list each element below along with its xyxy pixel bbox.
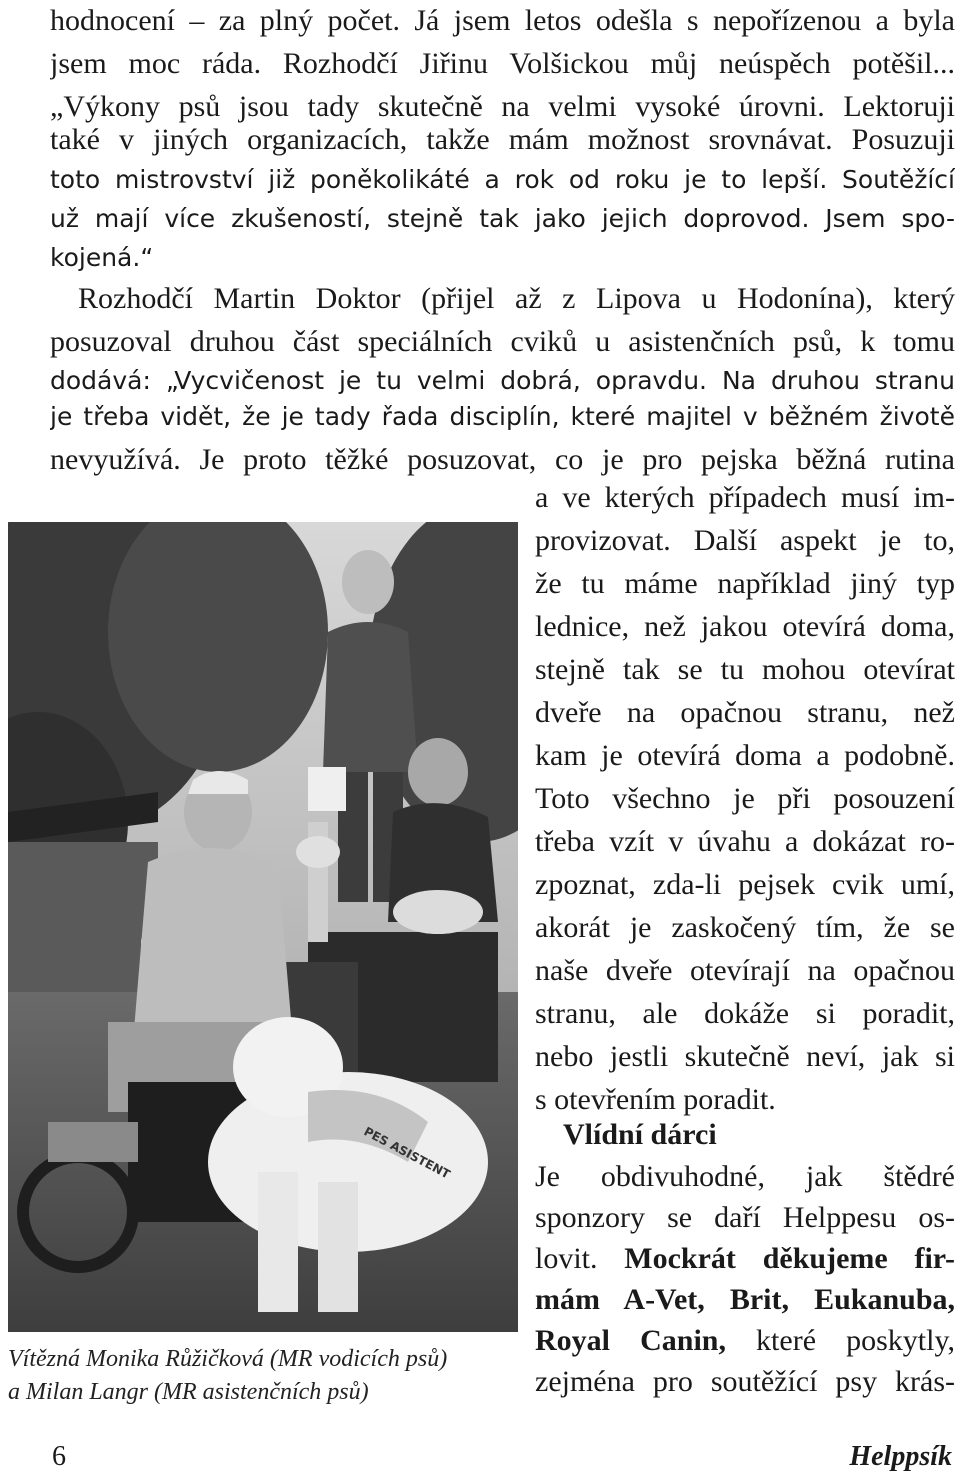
magazine-name: Helppsík — [849, 1441, 952, 1472]
section-text-line — [535, 1239, 955, 1279]
column-text-line: akorát je zaskočený tím, že se — [535, 911, 955, 944]
section-text-plain: které poskytly, — [725, 1324, 955, 1357]
body-text-line: posuzoval druhou část speciálních cviků u asistenčních psů, k tomu — [50, 325, 955, 358]
section-text-line — [535, 1321, 955, 1361]
column-text-line: naše dveře otevírají na opačnou — [535, 954, 955, 987]
page-number: 6 — [52, 1441, 66, 1472]
section-text-bold: mám A-Vet, Brit, Eukanuba, — [535, 1283, 955, 1316]
body-text-line: jsem moc ráda. Rozhodčí Jiřinu Volšickou můj neúspěch potěšil... — [50, 47, 955, 80]
body-text-line: toto mistrovství již poněkolikáté a rok od roku je to lepší. Soutěžící — [50, 165, 955, 194]
section-text-bold: Mockrát děkujeme fir- — [624, 1242, 955, 1275]
section-text-line — [535, 1280, 955, 1320]
photo-caption-line: a Milan Langr (MR asistenčních psů) — [8, 1379, 369, 1405]
photo-caption-line: Vítězná Monika Růžičková (MR vodicích psů) — [8, 1346, 448, 1372]
column-text-line: a ve kterých případech musí im- — [535, 481, 955, 514]
column-text-line: lednice, než jakou otevírá doma, — [535, 610, 955, 643]
column-text-line: nebo jestli skutečně neví, jak si — [535, 1040, 955, 1073]
section-heading: Vlídní dárci — [563, 1118, 717, 1151]
column-text-line: kam je otevírá doma a podobně. — [535, 739, 955, 772]
body-text-line: kojená.“ — [50, 243, 154, 272]
body-text-line: nevyužívá. Je proto těžké posuzovat, co je pro pejska běžná rutina — [50, 443, 955, 476]
vest-label: PES ASISTENT — [361, 1124, 453, 1182]
column-text-line: zpoznat, zda-li pejsek cvik umí, — [535, 868, 955, 901]
column-text-line: že tu máme například jiný typ — [535, 567, 955, 600]
body-text-line: už mají více zkušeností, stejně tak jako jejich doprovod. Jsem spo- — [50, 204, 955, 233]
photo-illustration — [8, 522, 518, 1332]
body-text-line: dodává: „Vycvičenost je tu velmi dobrá, opravdu. Na druhou stranu — [50, 366, 955, 395]
column-text-line: provizovat. Další aspekt je to, — [535, 524, 955, 557]
section-text-line: sponzory se daří Helppesu os- — [535, 1201, 955, 1234]
column-text-line: stranu, ale dokáže si poradit, — [535, 997, 955, 1030]
column-text-line: třeba vzít v úvahu a dokázat ro- — [535, 825, 955, 858]
body-text-line: také v jiných organizacích, takže mám možnost srovnávat. Posuzuji — [50, 123, 955, 156]
body-text-line: je třeba vidět, že je tady řada disciplín, které majitel v běžném životě — [50, 402, 955, 431]
body-text-line: hodnocení – za plný počet. Já jsem letos odešla s nepořízenou a byla — [50, 4, 955, 37]
column-text-line: dveře na opačnou stranu, než — [535, 696, 955, 729]
column-text-line: Toto všechno je při posouzení — [535, 782, 955, 815]
section-text-plain: lovit. — [535, 1242, 625, 1275]
body-text-line: Rozhodčí Martin Doktor (přijel až z Lipova u Hodonína), který — [78, 282, 955, 315]
section-text-line: zejména pro soutěžící psy krás- — [535, 1365, 955, 1398]
body-text-line: „Výkony psů jsou tady skutečně na velmi vysoké úrovni. Lektoruji — [50, 90, 955, 123]
section-text-bold: Royal Canin, — [535, 1324, 726, 1357]
section-text-line: Je obdivuhodné, jak štědré — [535, 1160, 955, 1193]
column-text-line: s otevřením poradit. — [535, 1083, 776, 1116]
column-text-line: stejně tak se tu mohou otevírat — [535, 653, 955, 686]
event-photo — [8, 522, 518, 1332]
